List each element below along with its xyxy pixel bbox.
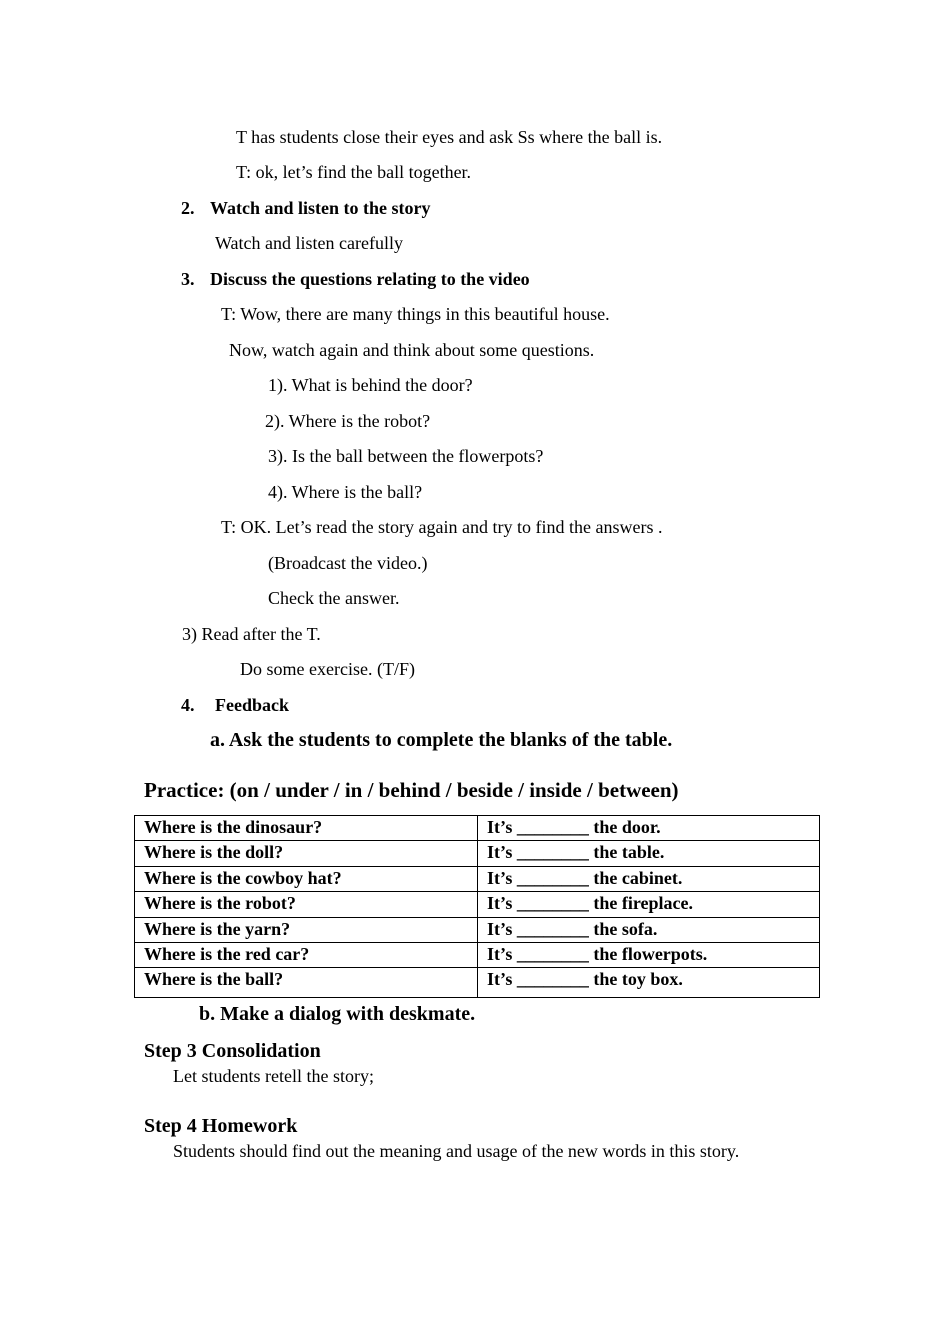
- section-4-heading: [181, 694, 289, 716]
- section-2-heading: [181, 197, 431, 219]
- table-row: [135, 892, 820, 917]
- answer-cell: It’s ________ the table.: [478, 841, 820, 866]
- question-cell: Where is the red car?: [135, 942, 478, 967]
- answer-cell: It’s ________ the sofa.: [478, 917, 820, 942]
- question-cell: Where is the cowboy hat?: [135, 866, 478, 891]
- question-1: 1). What is behind the door?: [268, 375, 473, 395]
- table-row: [135, 968, 820, 998]
- answer-cell: It’s ________ the fireplace.: [478, 892, 820, 917]
- section-3-line-2: Now, watch again and think about some questions.: [229, 340, 595, 360]
- table-row: [135, 866, 820, 891]
- question-cell: Where is the ball?: [135, 968, 478, 998]
- section-2-number: 2.: [181, 198, 195, 218]
- exercise-line: Do some exercise. (T/F): [240, 659, 415, 679]
- answer-cell: It’s ________ the cabinet.: [478, 866, 820, 891]
- step-4-heading: Step 4 Homework: [144, 1115, 298, 1137]
- intro-line-1: T has students close their eyes and ask Ss where the ball is.: [236, 127, 663, 147]
- section-3-line-5: Check the answer.: [268, 588, 400, 608]
- answer-cell: It’s ________ the door.: [478, 816, 820, 841]
- section-3-title: Discuss the questions relating to the video: [210, 269, 530, 289]
- question-3: 3). Is the ball between the flowerpots?: [268, 446, 544, 466]
- section-3-number: 3.: [181, 269, 195, 289]
- question-cell: Where is the doll?: [135, 841, 478, 866]
- answer-cell: It’s ________ the toy box.: [478, 968, 820, 998]
- section-3-line-4: (Broadcast the video.): [268, 553, 428, 573]
- section-3-line-1: T: Wow, there are many things in this beautiful house.: [221, 304, 610, 324]
- table-row: [135, 841, 820, 866]
- question-2: 2). Where is the robot?: [265, 411, 431, 431]
- section-4-number: 4.: [181, 695, 195, 715]
- step-3-body: Let students retell the story;: [173, 1066, 374, 1086]
- practice-title: Practice: (on / under / in / behind / beside / inside / between): [144, 778, 679, 802]
- step-4-body: Students should find out the meaning and usage of the new words in this story.: [173, 1141, 740, 1161]
- task-a: a. Ask the students to complete the blanks of the table.: [210, 729, 673, 751]
- table-row: [135, 942, 820, 967]
- question-cell: Where is the robot?: [135, 892, 478, 917]
- answer-cell: It’s ________ the flowerpots.: [478, 942, 820, 967]
- question-cell: Where is the dinosaur?: [135, 816, 478, 841]
- practice-table: [134, 815, 820, 998]
- task-b: b. Make a dialog with deskmate.: [199, 1003, 476, 1025]
- section-4-title: Feedback: [215, 695, 289, 715]
- section-3-heading: [181, 268, 530, 290]
- section-3-line-3: T: OK. Let’s read the story again and try to find the answers .: [221, 517, 663, 537]
- step-3-heading: Step 3 Consolidation: [144, 1040, 321, 1062]
- intro-line-2: T: ok, let’s find the ball together.: [236, 162, 472, 182]
- question-cell: Where is the yarn?: [135, 917, 478, 942]
- section-2-title: Watch and listen to the story: [210, 198, 431, 218]
- read-after-line: 3) Read after the T.: [182, 624, 321, 644]
- table-row: [135, 917, 820, 942]
- question-4: 4). Where is the ball?: [268, 482, 423, 502]
- table-row: [135, 816, 820, 841]
- section-2-body: Watch and listen carefully: [215, 233, 403, 253]
